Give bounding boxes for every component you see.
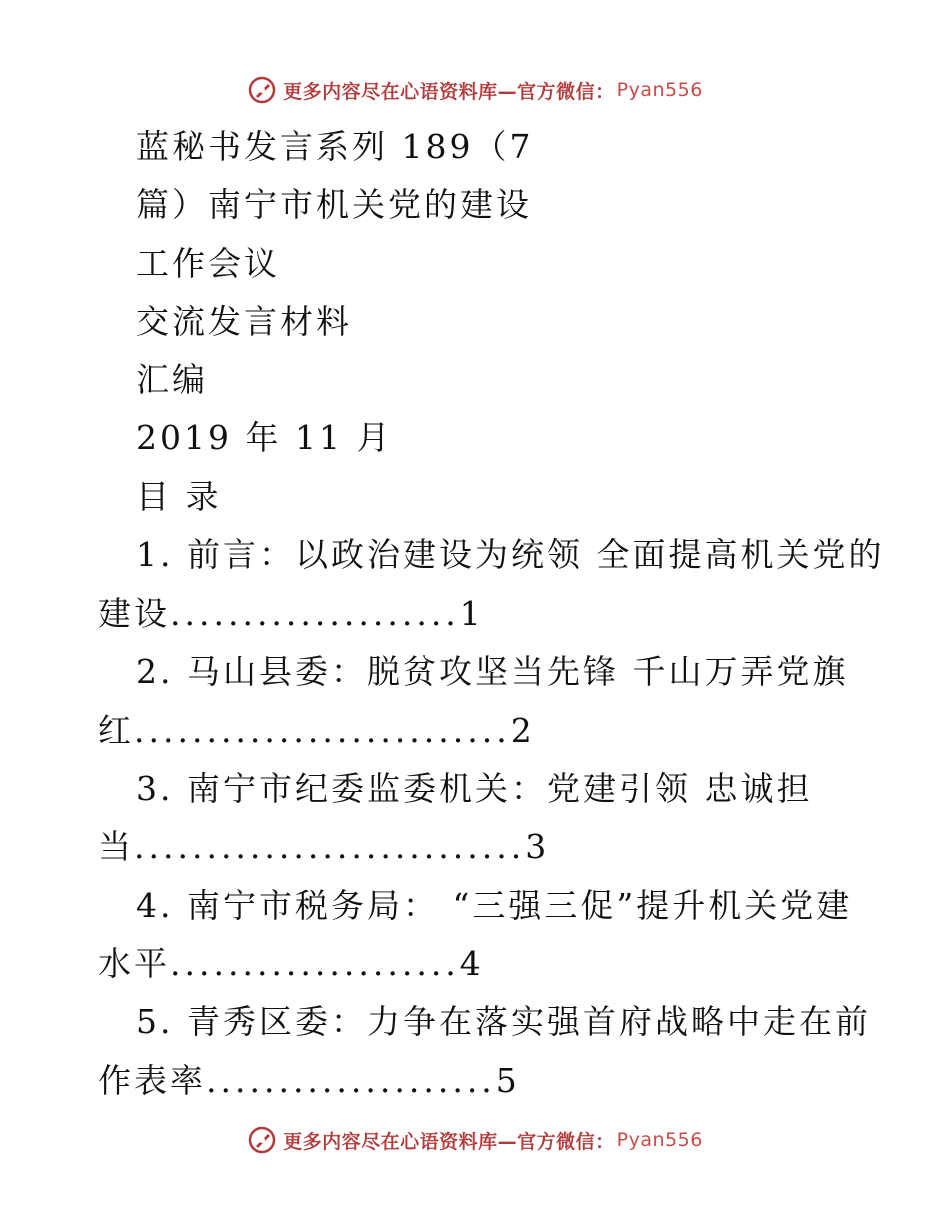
- toc-entry-5-tail: 作表率: [98, 1061, 206, 1100]
- toc-entry-5-continuation: [98, 1052, 520, 1110]
- watermark-footer: [0, 1120, 950, 1160]
- toc-entry-3-page: 3: [525, 827, 550, 866]
- toc-entry-3-continuation: [98, 818, 549, 876]
- title-line-3: 工作会议: [136, 244, 280, 283]
- toc-entry-3-title: 3. 南宁市纪委监委机关：党建引领 忠诚担: [136, 769, 813, 808]
- title-line-4: 交流发言材料: [136, 302, 352, 341]
- quill-pen-circle-icon: [247, 1125, 277, 1155]
- watermark-header: [0, 70, 950, 110]
- toc-entry-4-title: 4. 南宁市税务局： “三强三促”提升机关党建: [136, 886, 853, 925]
- toc-entry-1-title: 1. 前言：以政治建设为统领 全面提高机关党的: [136, 535, 885, 574]
- toc-entry-1-page: 1: [459, 594, 484, 633]
- toc-entry-1-leader: ....................: [170, 594, 460, 633]
- document-date: 2019 年 11 月: [136, 418, 393, 457]
- title-line-1: 蓝秘书发言系列 189（7: [136, 127, 534, 166]
- watermark-text: 更多内容尽在心语资料库—官方微信：: [283, 80, 615, 103]
- toc-entry-5-page: 5: [495, 1061, 520, 1100]
- toc-entry-1-continuation: [98, 585, 484, 643]
- toc-entry-3-tail: 当: [98, 827, 134, 866]
- watermark-account: Pyan556: [616, 1129, 703, 1151]
- toc-entry-4-page: 4: [459, 944, 484, 983]
- toc-entry-2-continuation: [98, 702, 535, 760]
- title-line-2: 篇）南宁市机关党的建设: [136, 185, 532, 224]
- toc-entry-5-title: 5. 青秀区委：力争在落实强首府战略中走在前: [136, 1002, 871, 1041]
- title-line-5: 汇编: [136, 360, 208, 399]
- toc-entry-3-leader: ...........................: [134, 827, 526, 866]
- toc-heading: 目 录: [136, 477, 222, 516]
- toc-entry-5-leader: ....................: [206, 1061, 496, 1100]
- toc-entry-1-tail: 建设: [98, 594, 170, 633]
- toc-entry-4-tail: 水平: [98, 944, 170, 983]
- watermark-account: Pyan556: [616, 79, 703, 101]
- watermark-text: 更多内容尽在心语资料库—官方微信：: [283, 1130, 615, 1153]
- toc-entry-2-title: 2. 马山县委：脱贫攻坚当先锋 千山万弄党旗: [136, 652, 849, 691]
- quill-pen-circle-icon: [247, 75, 277, 105]
- toc-entry-2-leader: ..........................: [134, 711, 511, 750]
- toc-entry-2-page: 2: [510, 711, 535, 750]
- toc-entry-4-leader: ....................: [170, 944, 460, 983]
- toc-entry-2-tail: 红: [98, 711, 134, 750]
- toc-entry-4-continuation: [98, 935, 484, 993]
